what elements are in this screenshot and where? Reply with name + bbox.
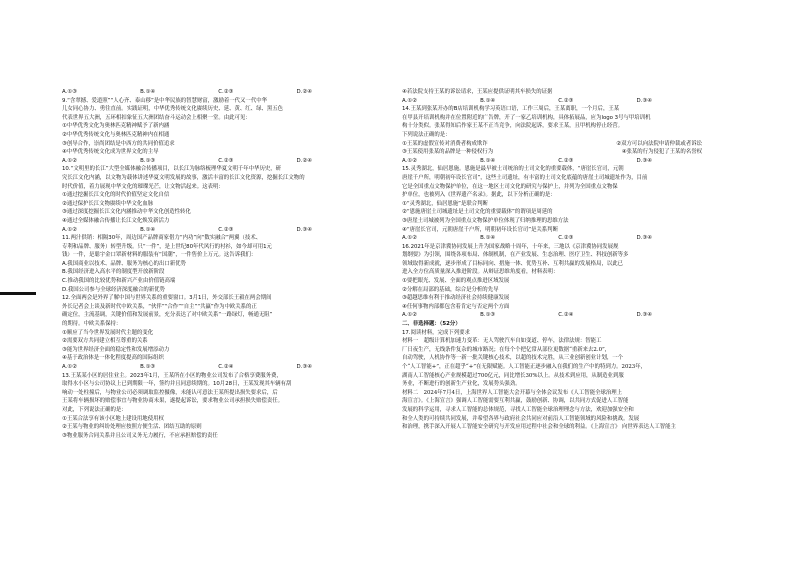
q10-options [62, 226, 312, 235]
q16-line: 划纲要》为引领，围绕各项布局、体制机制，在产业发展、生态治理、医疗卫生、科技创新等多 [402, 252, 629, 259]
question-9 [62, 97, 382, 157]
q16-line: 16.2021年是京津冀协同发展上升为国家战略十周年，十年来，三地以《京津冀协同发展规 [402, 243, 619, 250]
option-a: A.①② [62, 364, 77, 370]
q13-line: 王某将车辆损坏的赔偿事宜与物业协商未果，遂提起诉讼，要求物业公司承担损失赔偿责任。 [62, 398, 284, 405]
material-line: 厂日夜生产，无线条件复杂的城市路况；在每个个把亿常从部位更数据“重新来去2.0”， [402, 346, 611, 353]
q12-option: ②需要双方共同建立相互尊重的关系 [62, 338, 148, 345]
q14-statement: ②双方可以向法院申请仲裁或者诉讼 [616, 140, 702, 147]
q11-option: C.推动我国的比较优势和新兴产业由价值链高端 [62, 278, 176, 285]
question-11 [62, 234, 382, 294]
q15-line: 15.灵秀湖北，仙居恩施。恩施是最早被土司统治的土司文化的重要载体，“唐崖长官司，元朝 [402, 166, 624, 173]
binding-margin-mark [0, 292, 36, 295]
option-c: C.②③ [218, 226, 234, 233]
q15-line: ②“恩施唐崖土司城遗址是土司文化的重要载体”的谓项是周延的 [402, 209, 553, 216]
option-a: A.①② [402, 97, 417, 104]
q10-line: 究长江文化内涵，以文物为载体讲述华夏文明发展的故事，激活丰富的长江文化资源，挖掘长江文物的 [62, 174, 305, 181]
q10-line: ③通过深度挖掘长江文化内涵推动中华文化创造性转化 [62, 209, 191, 216]
q9-line: 9.“含翠撼、爱道照”“人心齐、泰山移”是中华民族的智慧财富，激励着一代又一代中华 [62, 97, 267, 104]
option-a: A.①② [402, 235, 417, 242]
section-heading: 二、非选择题：（52分） [402, 321, 461, 328]
q11-line: 专利和品牌、服务）转型升级。只“一件”，是上世纪80年代风行的衬衫，如今却可用1元 [62, 243, 272, 250]
q10-line: ①通过挖掘长江文化的时代价值坚定文化自信 [62, 192, 170, 199]
option-c: C.②③ [218, 157, 234, 164]
q14-line: 14.王某到张某开办的B店培训机构学习英语口语，工作三周后，王某离职，一个月后，王某 [402, 106, 620, 113]
option-d: D.②④ [296, 89, 312, 95]
q11-option: B.我国经济进入高水平的制度型开放新阶段 [62, 269, 165, 276]
q13-options [402, 97, 652, 106]
q9-line: 儿女同心协力、勇往直前。实践证明，中华优秀传统文化赓续历史、延、黄、红、绿、黑五色 [62, 106, 284, 113]
q15-line: 它是全国重点文物保护单位，在这一地区土司文化的研究与保护上，并列为全国重点文物保 [402, 183, 618, 190]
q16-option: ①要把眼光、发展、全面的观点推进区域发展 [402, 278, 510, 285]
option-d: D.②④ [296, 157, 312, 164]
q12-option: ①顺应了当今世界发展时代主题的变化 [62, 329, 154, 336]
q14-statement: ③王某使用张某的品牌是一种侵权行为 [402, 149, 494, 156]
option-b: B.①④ [480, 97, 496, 104]
q16-line: 进入全方位高质量深入推进阶段。从辩证思维角度看，材料表明： [402, 269, 559, 276]
q11-option: D.我国公司参与全球经济深度融合的新优势 [62, 286, 165, 293]
q13-line: ②王某与物业的纠纷处理应按照方便生活、团结互助的原则 [62, 424, 202, 431]
option-c: C.②③ [558, 97, 574, 104]
q9-line: 代表世界五大洲，五环相扣象征五大洲团结奋斗运动会上相聚一堂。由此可见： [62, 114, 251, 121]
q17-heading: 17.阅读材料，完成下列要求 [402, 329, 470, 336]
material-line: 务业，不断进行的创新生产业化，发展势头强劲。 [402, 381, 521, 388]
q13-line: 13.王某某小区的居住业主。2023年1月，王某所在小区的物业公司发布了合格享费服务费， [62, 372, 282, 379]
option-d: D.③④ [636, 97, 652, 104]
q9-line: ②中华优秀传统文化与奥林匹克精神内在相通 [62, 131, 170, 138]
q15-line: 护单位，也被列入《世界遗产名录》。据此，以下分析正确的是： [402, 192, 556, 199]
q9-line: ③创导合作，崇尚团结是中西方的共同价值追求 [62, 140, 175, 147]
right-column [402, 88, 724, 432]
q9-options [62, 157, 312, 166]
q16-option: ④任何事物内部都包含着肯定与否定两个方面 [402, 303, 510, 310]
q12-option: ④基于政治体是一体化程度提高的国际组织 [62, 355, 164, 362]
option-b: B.①④ [480, 235, 496, 242]
q13-line: 响动一处柱撞后，与物业公司必须调取监控摄像，未能认可意法王某所提出损失要求后，后 [62, 389, 278, 396]
q14-line: 下列说法正确的是： [402, 131, 451, 138]
q13-line: 对此，下列说法正确的是： [62, 406, 127, 413]
q13-line: ①王某合法享有该小区地上建设用地使用权 [62, 415, 164, 422]
q14-statements-row [402, 148, 702, 157]
material-line: 和全人类的可持续共同发展，并希望各界与政府社会共同应对前沿人工智能领域的风险和挑战。发展 [402, 415, 640, 422]
q15-line: ③唐崖土司城被列为全国重点文物保护单位体现了归纳推理的思维方法 [402, 217, 569, 224]
material-line: 海宣言》。《上海宣言》强调人工智能需要互利共赢，鼓励创新、协调，以共同方式促进人工智能 [402, 398, 629, 405]
q9-line: ④中华优秀传统文化成为世界文化的主导 [62, 149, 159, 156]
material-line: 湖南人工智能核心产业规模超过700亿元，同比增长30%以上。从技术到应用，从制造业到服 [402, 372, 624, 379]
q13-line: ③物业服务合同关系并且公司义务无力履行，不应承担赔偿的责任 [62, 432, 218, 439]
option-b: B.①④ [480, 157, 496, 164]
material-two [402, 389, 724, 432]
option-c: C.②④ [558, 312, 574, 319]
option-d: D.③④ [296, 226, 312, 233]
option-c: C.②④ [218, 364, 234, 370]
question-13 [62, 372, 382, 441]
q11-line: 钱）一件，是聪宇金口罩新材料的服装有“国潮”，一件售价上万元。这告诉我们： [62, 252, 257, 259]
q12-option: ③能为世界经济全面的稳定性和发展增添动力 [62, 346, 170, 353]
q16-line: 领域取得新成就，逐步形成了目标同向、措施一体、优势互补、互利共赢的发展格局，以此已 [402, 260, 624, 267]
q14-statements-row [402, 140, 702, 149]
option-a: A.①③ [62, 89, 77, 95]
material-line: 材料一 超级计算机加速力变革：无人驾驶汽车自如变道、停车，法律法规：智能工 [402, 338, 602, 345]
option-a: A.①② [402, 312, 417, 319]
material-line: 和治理，携手深入开展人工智能安全研究与开发应用过程中社会和全球的利益。《上海宣言》 向世界表达人工智能主 [402, 424, 676, 431]
q15-options [402, 234, 652, 243]
q14-options [402, 157, 652, 166]
question-16 [402, 243, 724, 312]
q11-option: A.我国商业以技术、品牌、服务为核心的出口新优势 [62, 260, 186, 267]
option-b: B.①③ [140, 157, 156, 164]
option-d: D.③④ [636, 235, 652, 242]
q10-line: ④通过全媒体融合传播让长江文化焕发新活力 [62, 217, 170, 224]
option-b: B.①④ [140, 226, 156, 233]
left-column [62, 88, 382, 440]
q10-line: ②通过保护长江文物赓续中华文化血脉 [62, 200, 154, 207]
question-10 [62, 165, 382, 225]
option-b: B.①③ [140, 364, 156, 370]
option-b: B.①③ [480, 312, 496, 319]
q12-line: 外长记者会上谈及新时代中欧关系，“伙伴”“合作”“自主”“共赢”作为中欧关系的正 [62, 303, 257, 310]
option-c: C.②③ [218, 89, 234, 95]
material-line: 个“人工智能+”，正在超乎“+”在无限赋能。人工智能正逐步融入在我们的生产中的特到力。2023年， [402, 364, 647, 370]
option-d: D.③④ [636, 157, 652, 164]
q15-line: ④“唐崖长官司，元朝唐崖千户所，明朝初年设长官司”是关系判断 [402, 226, 558, 233]
option-c: C.②③ [558, 157, 574, 164]
option-a: A.①② [402, 157, 417, 164]
q13-line: 取得水小区与公司协议上已到期限一年，签约并且同意续期的。10月28日，王某发现其车辆有刮 [62, 381, 292, 388]
q12-line: 确定位，主流基调，关键价值和发展前景，充分表达了对中欧关系“一路绿灯，畅通无阻” [62, 312, 273, 319]
q8-options [62, 88, 312, 97]
q16-options [402, 311, 652, 320]
question-12 [62, 294, 382, 363]
q12-options [62, 363, 312, 372]
option-d: D.③④ [296, 364, 312, 370]
material-line: 发展的科学运用，寻求人工智能的总体规范，寻找人工智能全球治理理念与方法，欢迎加强安全和 [402, 406, 634, 413]
q16-option: ③超越思维有利于推动经济社会持续健康发展 [402, 295, 510, 302]
q15-line: ①“灵秀湖北，仙居恩施”是联合判断 [402, 200, 488, 207]
q12-line: 12.全面两会是外界了解中国与世界关系的重要窗口。3月1日，外交部长王毅在两会期间 [62, 295, 272, 302]
q14-statement: ④张某的行为侵犯了王某的名誉权 [621, 149, 702, 156]
option-b: B.①④ [140, 89, 156, 95]
question-14 [402, 105, 724, 157]
q15-line: 唐崖千户所，明朝初年设长官司”，这些土司遗址，有丰富的土司文化底蕴的唐崖土司城遗址作为，目前 [402, 174, 648, 181]
option-a: A.①② [62, 157, 77, 164]
material-line: 自动驾驶，人机协作等一新一批关键核心技术，以超的技术完胜，从三业创新创业计划，一个 [402, 355, 624, 362]
material-line: 材料二 2024年7月4日，上海世界人工智能大会开幕与全体会议发布《人工智能全球治理上 [402, 389, 623, 396]
q10-line: 10.“文明里的长江”大型全媒体融合传播项目，以长江为脉络梳理华夏文明千年中华历史，研 [62, 166, 282, 173]
material-one [402, 337, 724, 389]
q14-line: 构十分类似。张某得知后作家王某不正当竞争，向法院起诉，要求王某，且甲机构停止经营。 [402, 123, 624, 130]
q14-line: 在甲县开培训机构并在位置附近的广告牌，开了一家乙培训机构，具体拓展品，应为logo 3号与甲培训机 [402, 114, 651, 121]
option-a: A.①② [62, 226, 77, 233]
question-15 [402, 165, 724, 234]
q13-option-4: ④若法院支持王某的诉讼请求，王某应提供证明其车损失的证据 [402, 89, 553, 95]
q14-statement: ①王某的虚假宣传对消费者构成欺诈 [402, 140, 488, 147]
q11-line: 11.两汁供销：相隔30年，周边国产品牌商家借力“内功”向“数实融合”两翼（技术、 [62, 235, 262, 242]
q12-line: 的期待。中欧关系保持： [62, 321, 122, 328]
option-c: C.②③ [558, 235, 574, 242]
q16-option: ②分解在局部的基础，综合是分析的先导 [402, 286, 499, 293]
q10-line: 时代价值，着力展现中华文化的璀璨光芒，让文物活起来。这表明： [62, 183, 224, 190]
q9-line: ①中华优秀文化为奥林匹克精神赋予了新内涵 [62, 123, 170, 130]
option-d: D.③④ [636, 312, 652, 319]
